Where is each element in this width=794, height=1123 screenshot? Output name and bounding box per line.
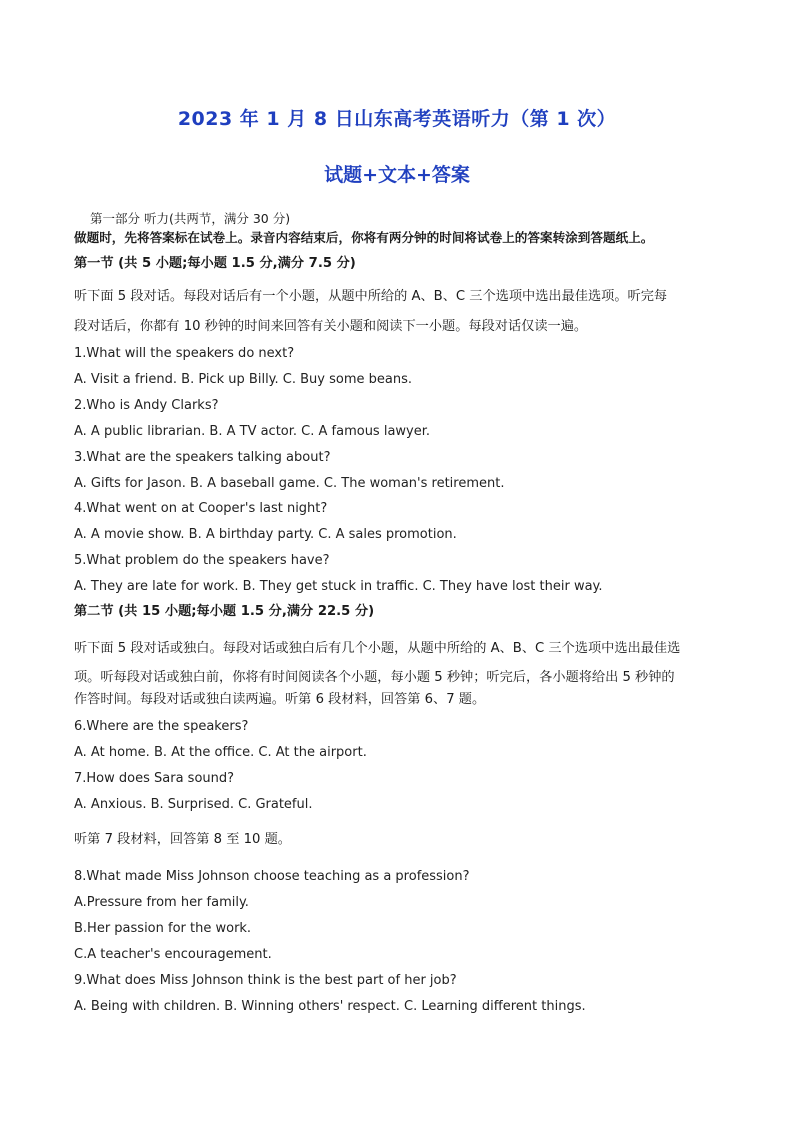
section1-heading: 第一节 (共 5 小题;每小题 1.5 分,满分 7.5 分): [74, 256, 356, 271]
question-8: 8.What made Miss Johnson choose teaching as a profession?: [74, 869, 470, 884]
question-6: 6.Where are the speakers?: [74, 719, 249, 734]
option-8c: C.A teacher's encouragement.: [74, 947, 272, 962]
section2-directions-line2: 项。听每段对话或独白前，你将有时间阅读各个小题，每小题 5 秒钟；听完后，各小题将给出 5 秒钟的: [74, 670, 675, 685]
options-4: A. A movie show. B. A birthday party. C. A sales promotion.: [74, 527, 457, 542]
material-7-intro: 听第 7 段材料，回答第 8 至 10 题。: [74, 832, 291, 847]
question-5: 5.What problem do the speakers have?: [74, 553, 330, 568]
options-3: A. Gifts for Jason. B. A baseball game. C. The woman's retirement.: [74, 476, 505, 491]
options-9: A. Being with children. B. Winning others' respect. C. Learning different things.: [74, 999, 586, 1014]
part1-heading: 第一部分 听力(共两节，满分 30 分): [90, 211, 291, 226]
part1-instruction: 做题时，先将答案标在试卷上。录音内容结束后，你将有两分钟的时间将试卷上的答案转涂到答题纸上。: [74, 230, 654, 245]
options-5: A. They are late for work. B. They get stuck in traffic. C. They have lost their way.: [74, 579, 603, 594]
option-8b: B.Her passion for the work.: [74, 921, 252, 936]
section2-directions-line3: 作答时间。每段对话或独白读两遍。听第 6 段材料，回答第 6、7 题。: [74, 692, 486, 707]
page-title: 2023 年 1 月 8 日山东高考英语听力（第 1 次）: [177, 108, 617, 130]
section2-heading: 第二节 (共 15 小题;每小题 1.5 分,满分 22.5 分): [74, 604, 375, 619]
options-2: A. A public librarian. B. A TV actor. C. A famous lawyer.: [74, 424, 431, 439]
options-7: A. Anxious. B. Surprised. C. Grateful.: [74, 797, 313, 812]
section1-directions-line1: 听下面 5 段对话。每段对话后有一个小题，从题中所给的 A、B、C 三个选项中选出最佳选项。听完每: [74, 289, 668, 304]
question-1: 1.What will the speakers do next?: [74, 346, 295, 361]
question-7: 7.How does Sara sound?: [74, 771, 235, 786]
section2-directions-line1: 听下面 5 段对话或独白。每段对话或独白后有几个小题，从题中所给的 A、B、C 三个选项中选出最佳选: [74, 641, 681, 656]
question-2: 2.Who is Andy Clarks?: [74, 398, 219, 413]
option-8a: A.Pressure from her family.: [74, 895, 249, 910]
question-4: 4.What went on at Cooper's last night?: [74, 501, 328, 516]
section1-directions-line2: 段对话后，你都有 10 秒钟的时间来回答有关小题和阅读下一小题。每段对话仅读一遍。: [74, 319, 588, 334]
options-6: A. At home. B. At the office. C. At the airport.: [74, 745, 367, 760]
question-9: 9.What does Miss Johnson think is the best part of her job?: [74, 973, 457, 988]
question-3: 3.What are the speakers talking about?: [74, 450, 331, 465]
options-1: A. Visit a friend. B. Pick up Billy. C. Buy some beans.: [74, 372, 412, 387]
page-subtitle: 试题+文本+答案: [324, 164, 470, 186]
